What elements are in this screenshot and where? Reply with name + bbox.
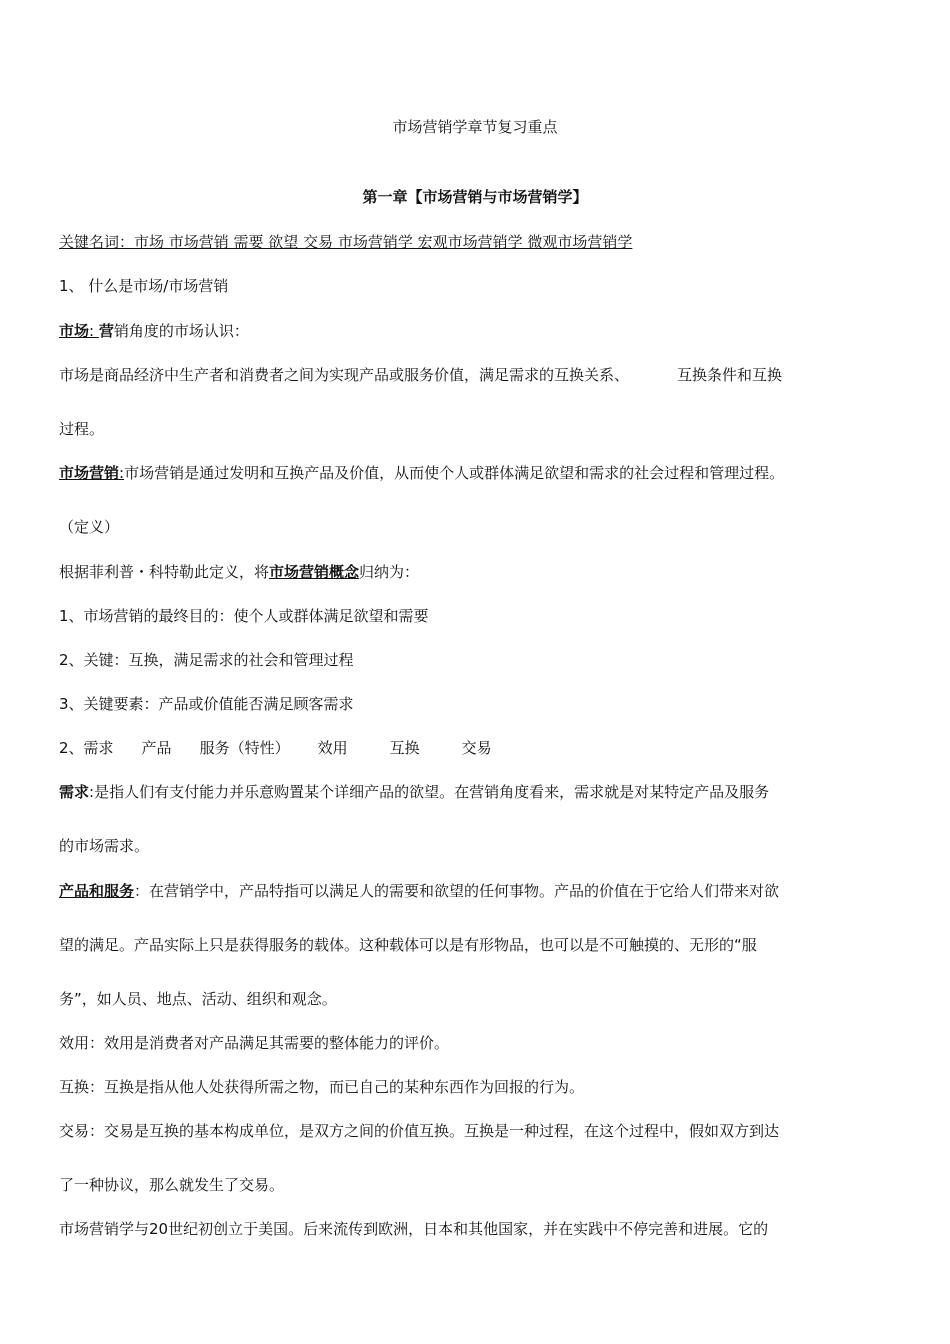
concept-list-item: 效用: [317, 739, 348, 757]
document-title: 市场营销学章节复习重点: [392, 118, 558, 136]
point-1: 1、市场营销的最终目的：使个人或群体满足欲望和需要: [59, 607, 429, 625]
concept-list-item: 产品: [141, 739, 172, 757]
summary-line: [59, 561, 890, 583]
question-1: 1、 什么是市场/市场营销: [59, 277, 229, 295]
product-definition-text: ：在营销学中，产品特指可以满足人的需要和欲望的任何事物。产品的价值在于它给人们带来对欲: [134, 882, 780, 900]
concept-list-item: 互换: [389, 739, 420, 757]
point-2: 2、关键：互换，满足需求的社会和管理过程: [59, 651, 354, 669]
demand-definition-line-2: 的市场需求。: [59, 837, 150, 855]
marketing-definition: [59, 462, 890, 484]
market-colon: :: [89, 322, 99, 340]
definition-note: （定义）: [59, 518, 120, 536]
summary-term: 市场营销概念: [269, 563, 360, 581]
market-definition-line-2: 过程。: [59, 420, 105, 438]
market-term: 市场: [59, 322, 90, 340]
market-heading: [59, 320, 890, 342]
trade-definition-line-1: 交易：交易是互换的基本构成单位，是双方之间的价值互换。互换是一种过程，在这个过程中，假如双方到达: [59, 1122, 780, 1140]
market-definition-a: 市场是商品经济中生产者和消费者之间为实现产品或服务价值，满足需求的互换关系、: [59, 366, 630, 384]
demand-term: 需求: [59, 783, 90, 801]
market-definition-line-1: [59, 364, 890, 386]
utility-definition: 效用：效用是消费者对产品满足其需要的整体能力的评价。: [59, 1034, 450, 1052]
concept-list-item: 2、需求: [59, 739, 114, 757]
market-rest: 销角度的市场认识：: [113, 322, 249, 340]
concept-list-item: 交易: [461, 739, 492, 757]
keywords-line: 关键名词：市场 市场营销 需要 欲望 交易 市场营销学 宏观市场营销学 微观市场营销学: [59, 233, 633, 251]
product-term: 产品和服务: [59, 882, 135, 900]
product-definition-line-2: 望的满足。产品实际上只是获得服务的载体。这种载体可以是有形物品，也可以是不可触摸的、无形的“服: [59, 936, 757, 954]
marketing-colon: :: [119, 464, 125, 482]
history-line-1: 市场营销学与20世纪初创立于美国。后来流传到欧洲，日本和其他国家，并在实践中不停完善和进展。它的: [59, 1220, 769, 1238]
exchange-definition: 互换：互换是指从他人处获得所需之物，而已自己的某种东西作为回报的行为。: [59, 1078, 585, 1096]
demand-definition-line-1: [59, 781, 890, 803]
concept-list-item: 服务（特性）: [199, 739, 290, 757]
chapter-heading: 第一章【市场营销与市场营销学】: [362, 188, 588, 206]
demand-definition-text: :是指人们有支付能力并乐意购置某个详细产品的欲望。在营销角度看来，需求就是对某特定产品及服务: [89, 783, 770, 801]
trade-definition-line-2: 了一种协议，那么就发生了交易。: [59, 1176, 285, 1194]
summary-pre: 根据菲利普・科特勒此定义，将: [59, 563, 270, 581]
product-definition-line-1: [59, 880, 890, 902]
concept-list: [59, 737, 890, 759]
market-definition-b: 互换条件和互换: [677, 366, 783, 384]
summary-post: 归纳为：: [359, 563, 420, 581]
product-definition-line-3: 务”，如人员、地点、活动、组织和观念。: [59, 990, 337, 1008]
market-ying: 营: [98, 322, 114, 340]
point-3: 3、关键要素：产品或价值能否满足顾客需求: [59, 695, 354, 713]
marketing-definition-text: 市场营销是通过发明和互换产品及价值，从而使个人或群体满足欲望和需求的社会过程和管理过程。: [124, 464, 785, 482]
marketing-term: 市场营销: [59, 464, 120, 482]
